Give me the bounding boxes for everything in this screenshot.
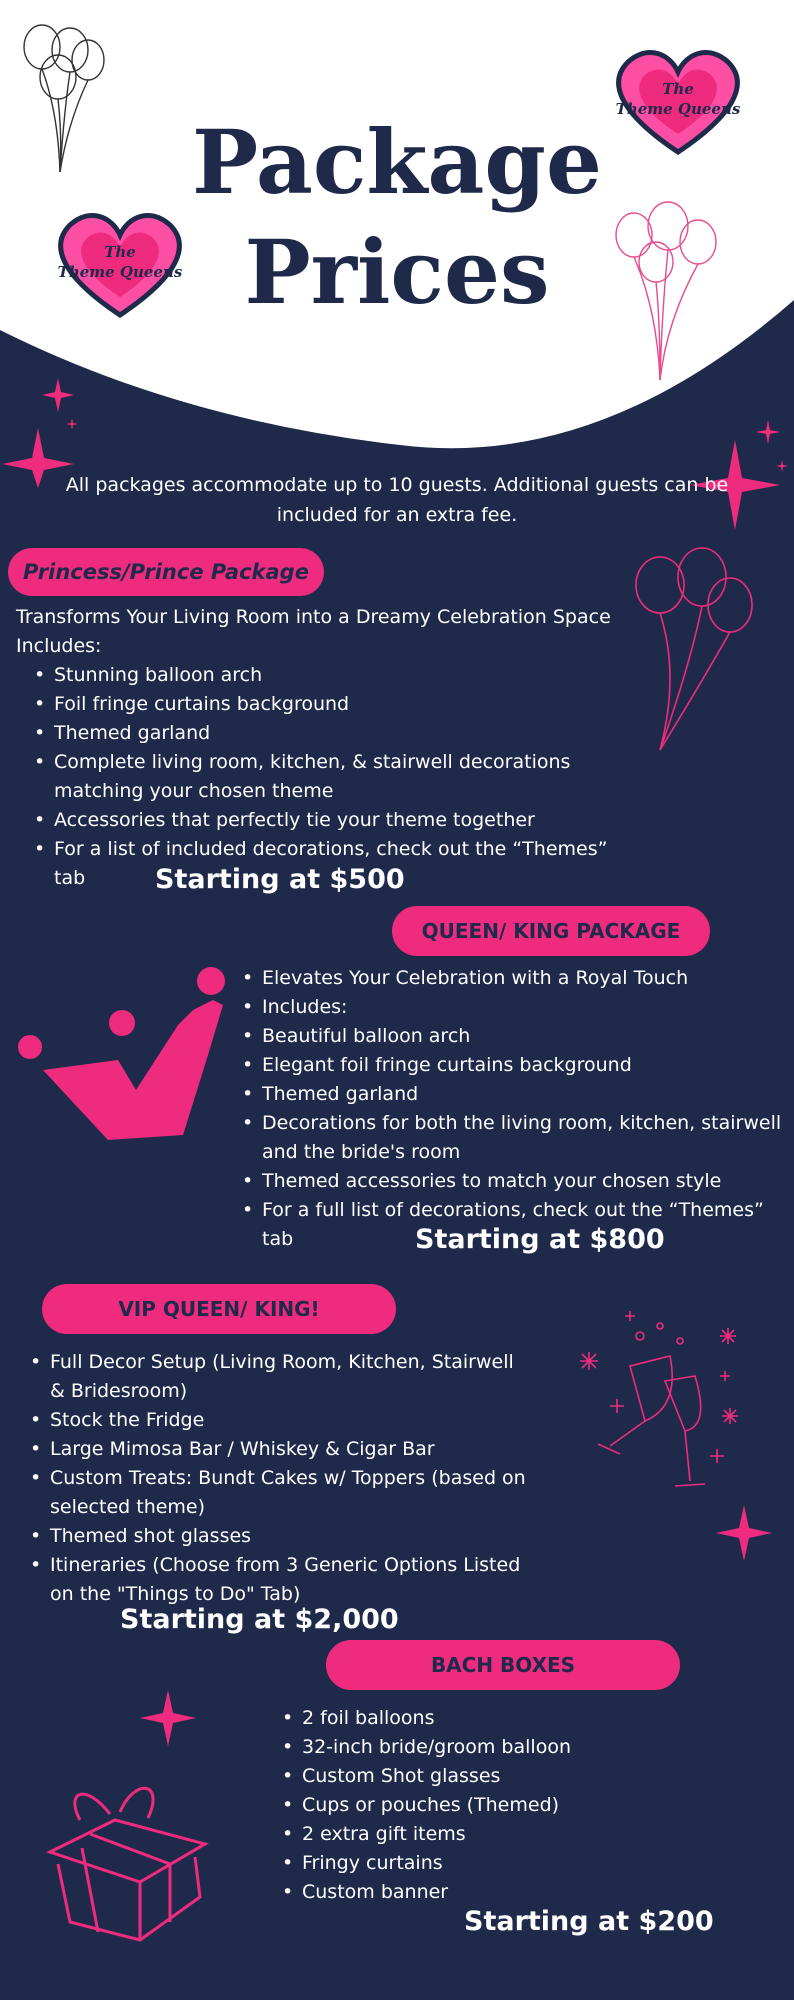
list-item: • For a full list of decorations, check out the “Themes” tab [242, 1196, 790, 1254]
vip-price: Starting at $2,000 [120, 1604, 399, 1635]
queen-package-title: QUEEN/ KING PACKAGE [392, 906, 710, 956]
list-item: • Full Decor Setup (Living Room, Kitchen, Stairwell & Bridesroom) [30, 1348, 526, 1406]
list-item: • Foil fringe curtains background [34, 690, 634, 719]
list-item: • Themed garland [34, 719, 634, 748]
page-title-line2: Prices [244, 220, 550, 324]
list-item: • Itineraries (Choose from 3 Generic Options Listed on the "Things to Do" Tab) [30, 1551, 526, 1609]
list-item: • Decorations for both the living room, kitchen, stairwell and the bride's room [242, 1109, 790, 1167]
vip-package-title: VIP QUEEN/ KING! [42, 1284, 396, 1334]
bach-items-list [282, 1704, 682, 1907]
crown-icon [18, 965, 228, 1145]
list-item: • Custom banner [282, 1878, 682, 1907]
princess-package-title: Princess/Prince Package [8, 548, 324, 596]
list-item: • 2 extra gift items [282, 1820, 682, 1849]
queen-price: Starting at $800 [415, 1224, 665, 1255]
logo-text-1: The [662, 80, 694, 98]
list-item: • Elevates Your Celebration with a Royal Touch [242, 964, 790, 993]
intro-text: All packages accommodate up to 10 guests. Additional guests can be included for an extra fee. [65, 474, 729, 526]
list-item: • Custom Shot glasses [282, 1762, 682, 1791]
list-item: • Includes: [242, 993, 790, 1022]
logo-text-2: Theme Queens [57, 263, 183, 281]
list-item: • Beautiful balloon arch [242, 1022, 790, 1051]
princess-subtitle: Transforms Your Living Room into a Dreamy Celebration Space [16, 606, 611, 628]
vip-items-list [30, 1348, 526, 1609]
list-item: • Accessories that perfectly tie your theme together [34, 806, 634, 835]
list-item: • 2 foil balloons [282, 1704, 682, 1733]
sparkle-icon [716, 1505, 772, 1561]
list-item: • Stock the Fridge [30, 1406, 526, 1435]
list-item: • Elegant foil fringe curtains background [242, 1051, 790, 1080]
balloons-icon [630, 545, 760, 755]
list-item: • Custom Treats: Bundt Cakes w/ Toppers (based on selected theme) [30, 1464, 526, 1522]
gift-box-icon [40, 1772, 220, 1944]
princess-items-list [34, 661, 634, 893]
list-item: • Fringy curtains [282, 1849, 682, 1878]
list-item: • Cups or pouches (Themed) [282, 1791, 682, 1820]
princess-includes-label: Includes: [16, 635, 102, 657]
list-item: • Themed shot glasses [30, 1522, 526, 1551]
list-item: • Large Mimosa Bar / Whiskey & Cigar Bar [30, 1435, 526, 1464]
sparkle-icon [140, 1690, 196, 1746]
logo-text-1: The [104, 243, 136, 261]
list-item: • Themed garland [242, 1080, 790, 1109]
champagne-glasses-icon [570, 1296, 750, 1506]
list-item: • Themed accessories to match your chosen style [242, 1167, 790, 1196]
bach-boxes-title: BACH BOXES [326, 1640, 680, 1690]
page-title-line1: Package [192, 110, 602, 214]
list-item: • Complete living room, kitchen, & stairwell decorations matching your chosen theme [34, 748, 634, 806]
queen-items-list [242, 964, 790, 1254]
logo-text-2: Theme Queens [615, 100, 741, 118]
list-item: • For a list of included decorations, check out the “Themes” tab [34, 835, 634, 893]
list-item: • 32-inch bride/groom balloon [282, 1733, 682, 1762]
princess-price: Starting at $500 [155, 864, 405, 895]
bach-price: Starting at $200 [464, 1906, 714, 1937]
list-item: • Stunning balloon arch [34, 661, 634, 690]
